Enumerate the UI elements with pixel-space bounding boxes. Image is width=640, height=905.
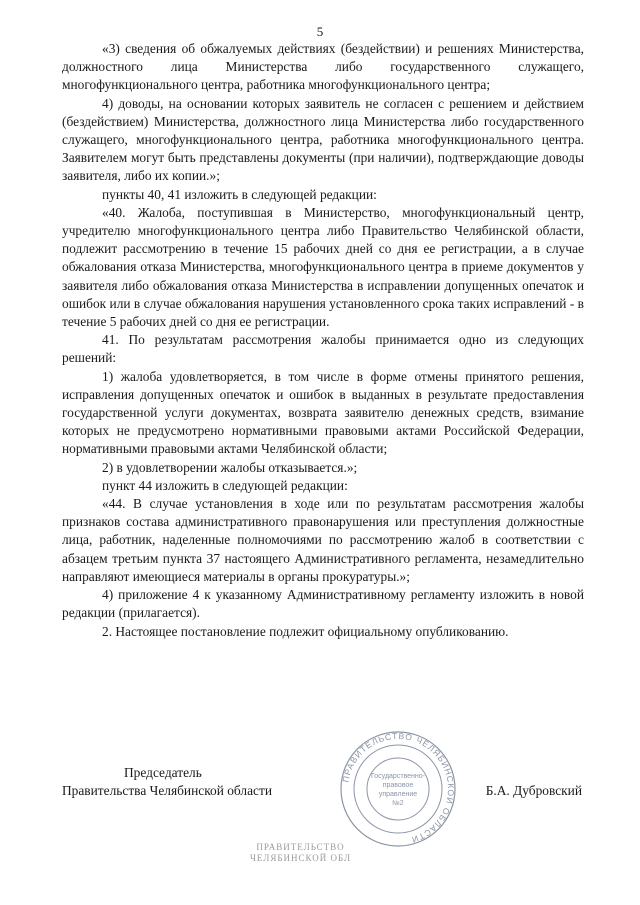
seal-center-line: правовое: [382, 782, 414, 789]
seal-outer-text: ПРАВИТЕЛЬСТВО ЧЕЛЯБИНСКОЙ ОБЛАСТИ: [340, 730, 457, 846]
signatory-name: Б.А. Дубровский: [485, 783, 582, 798]
paragraph: 4) приложение 4 к указанному Административному регламенту изложить в новой редакции (прилагается).: [62, 587, 584, 621]
page-number: 5: [316, 24, 324, 39]
seal-center-line: Государственно-: [370, 773, 426, 780]
paragraph: 2. Настоящее постановление подлежит официальному опубликованию.: [102, 623, 509, 639]
paragraph: «40. Жалоба, поступившая в Министерство, многофункциональный центр, учредителю многофункционального центра либо Правительство Челябинской области, подлежит рассмотрению в течение 15 рабочих дней со дня ее регистрации, а в случае обжалования отказа Министерства, многофункционального центра в приеме документов у заявителя либо обжалования отказа Министерства в исправлении допущенных опечаток и ошибок или в случае обжалования нарушения установленного срока таких исправлений - в течение 5 рабочих дней со дня ее регистрации.: [62, 204, 584, 330]
signatory-title: Председатель: [124, 765, 202, 780]
paragraph: пункты 40, 41 изложить в следующей редакции:: [102, 186, 377, 202]
signature-block: [62, 764, 582, 814]
signatory-organization: Правительства Челябинской области: [62, 783, 272, 798]
paragraph: «3) сведения об обжалуемых действиях (бездействии) и решениях Министерства, должностного лица Министерства либо государственного служащего, многофункционального центра, работника многофункционального центра;: [62, 41, 584, 93]
paragraph: «44. В случае установления в ходе или по результатам рассмотрения жалобы признаков состава административного правонарушения или преступления должностные лица, работник, наделенные полномочиями по рассмотрению жалоб в соответствии с абзацем третьим пункта 37 настоящего Административного регламента, незамедлительно направляют имеющиеся материалы в органы прокуратуры.»;: [62, 496, 584, 584]
paragraph: 2) в удовлетворении жалобы отказывается.»;: [102, 459, 358, 475]
seal-center-line: управление: [378, 791, 418, 798]
faded-stamp-text: [250, 842, 351, 864]
paragraph: 41. По результатам рассмотрения жалобы принимается одно из следующих решений:: [62, 332, 584, 366]
paragraph: пункт 44 изложить в следующей редакции:: [102, 477, 348, 493]
paragraph: 1) жалоба удовлетворяется, в том числе в форме отмены принятого решения, исправления допущенных опечаток и ошибок в выданных в результате предоставления государственной услуги документах, возврата заявителю денежных средств, взимание которых не предусмотрено нормативными правовыми актами Российской Федерации, нормативными правовыми актами Челябинской области;: [62, 368, 584, 457]
document-body: [62, 40, 584, 641]
faded-line: ПРАВИТЕЛЬСТВО: [256, 842, 345, 852]
paragraph: 4) доводы, на основании которых заявитель не согласен с решением и действием (бездействием) Министерства, должностного лица Министерства либо государственного служащего, многофункционального центра, работника многофункционального центра. Заявителем могут быть представлены документы (при наличии), подтверждающие доводы заявителя, либо их копии.»;: [62, 95, 584, 184]
seal-center-line: №2: [392, 800, 404, 807]
faded-line: ЧЕЛЯБИНСКОЙ ОБЛ: [250, 853, 352, 863]
